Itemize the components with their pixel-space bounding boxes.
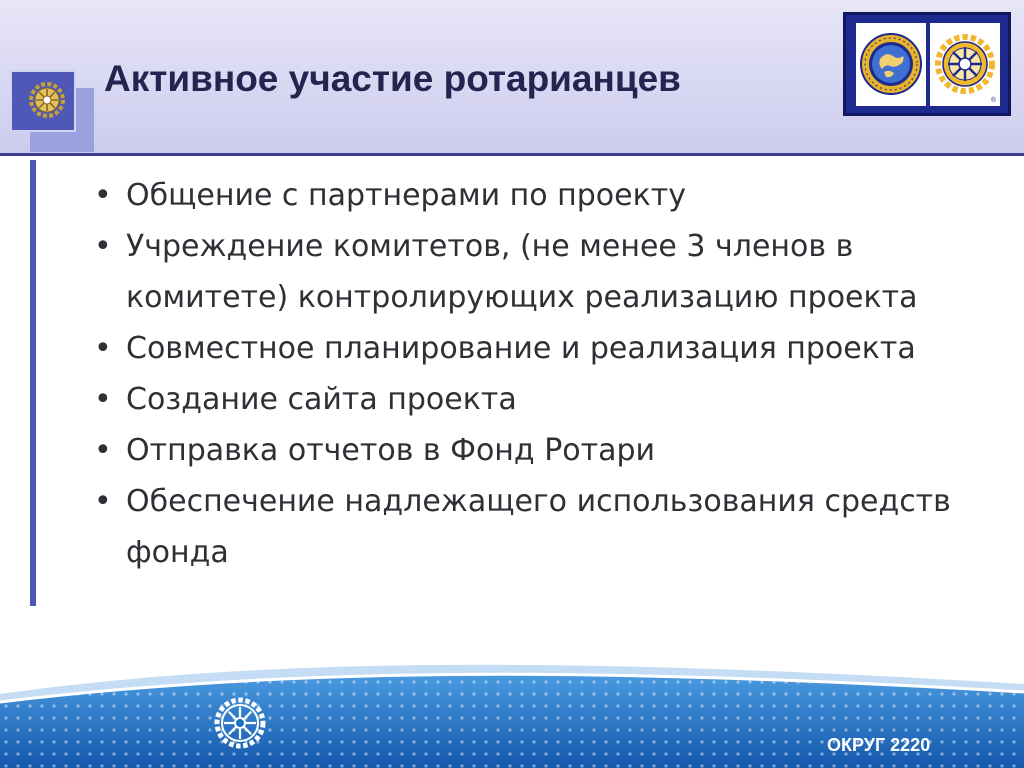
bullet-list: [92, 170, 972, 578]
bullet-text: Общение с партнерами по проекту: [126, 178, 686, 213]
district-label: ОКРУГ 2220: [827, 735, 931, 755]
registered-mark: ®: [990, 97, 996, 104]
rotary-wheel-icon: [933, 32, 997, 96]
left-vertical-rule: [30, 160, 36, 606]
bullet-item: [92, 170, 972, 221]
bullet-dot: •: [94, 229, 112, 264]
bullet-item: [92, 323, 972, 374]
bullet-text: Обеспечение надлежащего использования средств фонда: [126, 484, 951, 570]
bullet-item: [92, 476, 972, 578]
logo-panel-foundation: [856, 23, 926, 106]
rotary-wheel-icon: [27, 80, 67, 120]
bullet-dot: •: [94, 382, 112, 417]
bullet-dot: •: [94, 178, 112, 213]
bullet-text: Создание сайта проекта: [126, 382, 517, 417]
logo-panel-rotary: [930, 23, 1000, 106]
bullet-dot: •: [94, 433, 112, 468]
slide-title: Активное участие ротарианцев: [104, 58, 681, 99]
rotary-wheel-icon: [212, 695, 268, 751]
bullet-text: Отправка отчетов в Фонд Ротари: [126, 433, 656, 468]
header-divider: [0, 153, 1024, 156]
bullet-text: Совместное планирование и реализация проекта: [126, 331, 916, 366]
bullet-item: [92, 221, 972, 323]
bullet-dot: •: [94, 331, 112, 366]
bullet-item: [92, 425, 972, 476]
bullet-item: [92, 374, 972, 425]
bullet-text: Учреждение комитетов, (не менее 3 членов в комитете) контролирующих реализацию проекта: [126, 229, 918, 315]
rotary-foundation-emblem-icon: [859, 32, 923, 96]
rotary-logo-box: [843, 12, 1011, 116]
bullet-dot: •: [94, 484, 112, 519]
